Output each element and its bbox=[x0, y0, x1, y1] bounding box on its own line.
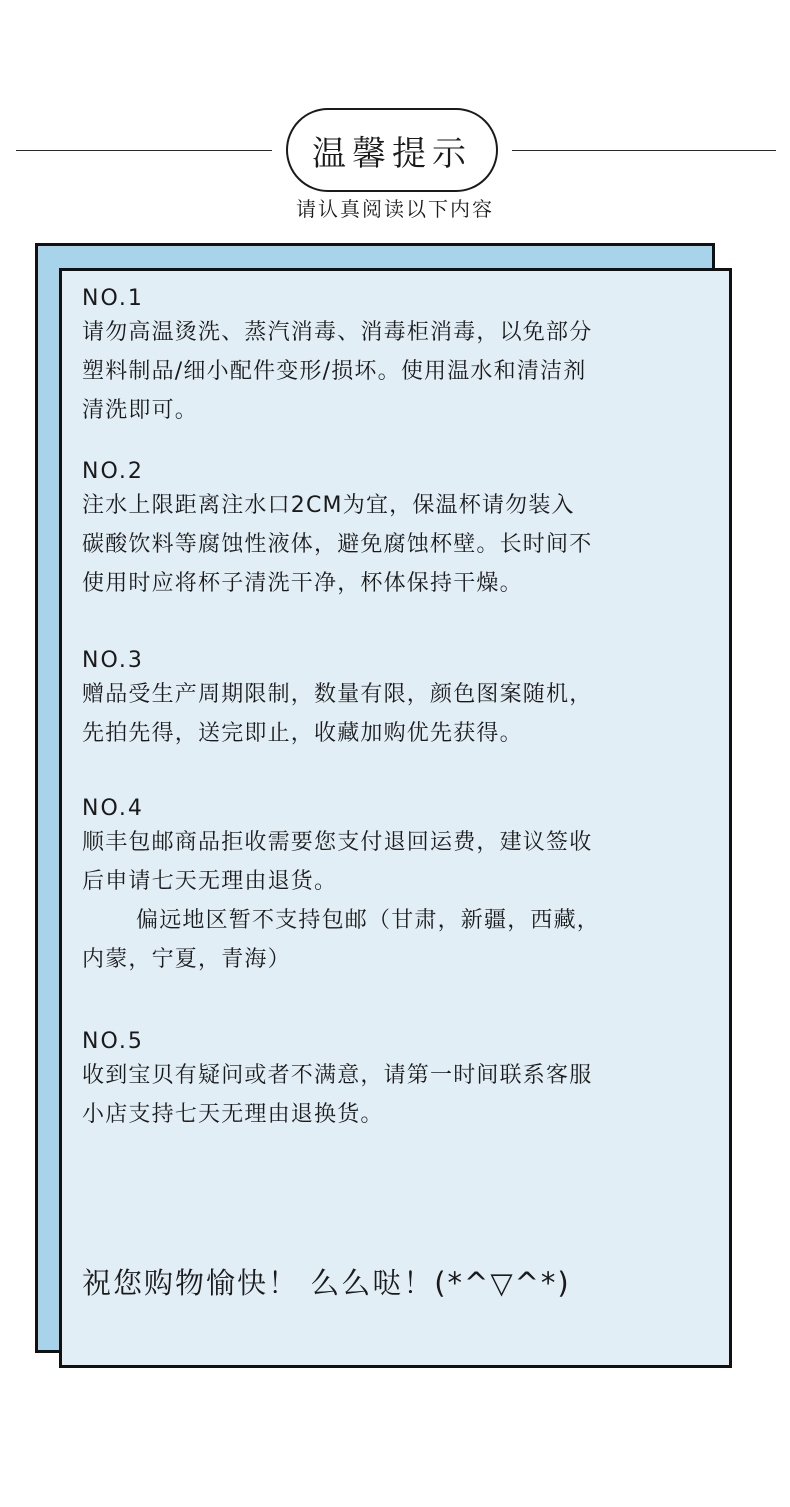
page-subtitle: 请认真阅读以下内容 bbox=[296, 197, 494, 221]
section-line: 小店支持七天无理由退换货。 bbox=[82, 1102, 384, 1127]
closing-message: 祝您购物愉快！ 么么哒！(*^▽^*) bbox=[82, 1266, 571, 1300]
section-line: 清洗即可。 bbox=[82, 398, 199, 423]
header-divider-left bbox=[16, 150, 272, 151]
title-badge bbox=[286, 108, 498, 192]
section-line: 顺丰包邮商品拒收需要您支付退回运费，建议签收 bbox=[82, 830, 593, 855]
notice-section-1 bbox=[82, 285, 712, 430]
section-line: 内蒙，宁夏，青海） bbox=[82, 947, 291, 972]
section-line: 注水上限距离注水口2CM为宜，保温杯请勿装入 bbox=[82, 493, 575, 518]
section-line: 塑料制品/细小配件变形/损坏。使用温水和清洁剂 bbox=[82, 359, 587, 384]
section-number: NO.2 bbox=[82, 459, 144, 484]
section-line: 请勿高温烫洗、蒸汽消毒、消毒柜消毒，以免部分 bbox=[82, 320, 593, 345]
section-line: 偏远地区暂不支持包邮（甘肃，新疆，西藏， bbox=[136, 908, 601, 933]
notice-card bbox=[59, 268, 732, 1368]
header-divider-right bbox=[512, 150, 776, 151]
section-line: 收到宝贝有疑问或者不满意，请第一时间联系客服 bbox=[82, 1063, 593, 1088]
notice-section-3 bbox=[82, 647, 712, 753]
section-line: 使用时应将杯子清洗干净，杯体保持干燥。 bbox=[82, 571, 523, 596]
notice-section-2 bbox=[82, 458, 712, 603]
section-line: 后申请七天无理由退货。 bbox=[82, 869, 338, 894]
section-number: NO.5 bbox=[82, 1029, 144, 1054]
section-line: 先拍先得，送完即止，收藏加购优先获得。 bbox=[82, 721, 523, 746]
section-line: 赠品受生产周期限制，数量有限，颜色图案随机， bbox=[82, 682, 593, 707]
notice-section-4 bbox=[82, 795, 712, 979]
page-title: 温馨提示 bbox=[312, 133, 472, 174]
notice-section-5 bbox=[82, 1028, 712, 1134]
section-line: 碳酸饮料等腐蚀性液体，避免腐蚀杯壁。长时间不 bbox=[82, 532, 593, 557]
section-number: NO.1 bbox=[82, 286, 144, 311]
section-number: NO.3 bbox=[82, 648, 144, 673]
section-number: NO.4 bbox=[82, 796, 144, 821]
